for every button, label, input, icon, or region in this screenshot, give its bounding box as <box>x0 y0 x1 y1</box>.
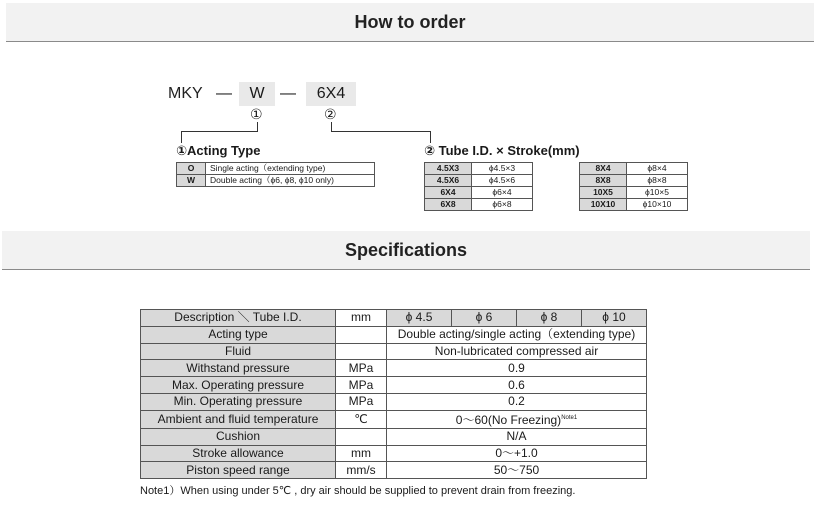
spec-value: 0.9 <box>387 360 647 377</box>
table-row <box>141 445 647 462</box>
stroke-value: ϕ4.5×3 <box>472 163 533 175</box>
table-row <box>177 163 375 175</box>
stroke-value: ϕ4.5×6 <box>472 175 533 187</box>
spec-value: 0.2 <box>387 393 647 410</box>
table-gap <box>533 187 580 199</box>
spec-label: Ambient and fluid temperature <box>141 410 336 428</box>
table-row <box>141 326 647 343</box>
table-row <box>141 410 647 428</box>
table-row <box>141 360 647 377</box>
stroke-code: 4.5X3 <box>425 163 472 175</box>
stroke-code: 8X8 <box>580 175 627 187</box>
acting-key: W <box>177 175 206 187</box>
spec-label: Acting type <box>141 326 336 343</box>
spec-unit: mm <box>336 445 387 462</box>
header-col: ϕ 10 <box>582 310 647 327</box>
spec-unit <box>336 343 387 360</box>
stroke-code: 4.5X6 <box>425 175 472 187</box>
tube-stroke-title: ② Tube I.D. × Stroke(mm) <box>424 143 580 158</box>
connector-line <box>181 131 258 132</box>
table-row <box>141 343 647 360</box>
spec-value: Non-lubricated compressed air <box>387 343 647 360</box>
stroke-value: ϕ8×4 <box>627 163 688 175</box>
marker-2: ② <box>324 106 337 122</box>
table-row <box>425 187 688 199</box>
header-col: ϕ 6 <box>452 310 517 327</box>
header-col: ϕ 8 <box>517 310 582 327</box>
stroke-value: ϕ8×8 <box>627 175 688 187</box>
spec-value <box>387 410 647 428</box>
stroke-value: ϕ6×8 <box>472 199 533 211</box>
spec-label: Cushion <box>141 428 336 445</box>
acting-desc: Single acting（extending type) <box>206 163 375 175</box>
code-prefix: MKY <box>168 85 203 102</box>
note-ref: Note1 <box>561 414 578 421</box>
spec-unit: MPa <box>336 393 387 410</box>
stroke-code: 6X8 <box>425 199 472 211</box>
table-gap <box>533 163 580 175</box>
spec-unit: mm/s <box>336 462 387 479</box>
stroke-code: 10X5 <box>580 187 627 199</box>
table-row <box>425 175 688 187</box>
footnote: Note1）When using under 5℃ , dry air should be supplied to prevent drain from freezing. <box>140 485 576 497</box>
spec-label: Fluid <box>141 343 336 360</box>
connector-line <box>430 131 431 143</box>
stroke-code: 6X4 <box>425 187 472 199</box>
spec-value: N/A <box>387 428 647 445</box>
spec-value-text: 0～60(No Freezing) <box>455 412 562 427</box>
spec-value: 50～750 <box>387 462 647 479</box>
table-gap <box>533 175 580 187</box>
table-row <box>177 175 375 187</box>
code-dash-1: — <box>216 85 232 102</box>
connector-line <box>331 131 431 132</box>
spec-label: Piston speed range <box>141 462 336 479</box>
stroke-code: 10X10 <box>580 199 627 211</box>
how-to-order-heading: How to order <box>6 3 814 42</box>
spec-unit: MPa <box>336 360 387 377</box>
acting-type-title: ①Acting Type <box>176 143 261 158</box>
header-label: Description ＼ Tube I.D. <box>141 310 336 327</box>
code-dash-2: — <box>280 85 296 102</box>
table-row <box>425 199 688 211</box>
acting-type-table <box>176 162 375 187</box>
spec-label: Max. Operating pressure <box>141 377 336 394</box>
table-row <box>425 163 688 175</box>
acting-key: O <box>177 163 206 175</box>
spec-value: 0.6 <box>387 377 647 394</box>
code-part-acting: W <box>239 82 275 106</box>
header-unit: mm <box>336 310 387 327</box>
spec-label: Withstand pressure <box>141 360 336 377</box>
tube-stroke-table <box>424 162 688 211</box>
specifications-heading: Specifications <box>2 231 810 270</box>
stroke-value: ϕ6×4 <box>472 187 533 199</box>
spec-value: Double acting/single acting（extending type) <box>387 326 647 343</box>
table-row <box>141 462 647 479</box>
spec-unit: MPa <box>336 377 387 394</box>
marker-1: ① <box>250 106 263 122</box>
spec-unit <box>336 428 387 445</box>
header-col: ϕ 4.5 <box>387 310 452 327</box>
spec-label: Stroke allowance <box>141 445 336 462</box>
spec-unit: ℃ <box>336 410 387 428</box>
stroke-code: 8X4 <box>580 163 627 175</box>
table-row <box>141 393 647 410</box>
table-row <box>141 428 647 445</box>
spec-label: Min. Operating pressure <box>141 393 336 410</box>
stroke-value: ϕ10×5 <box>627 187 688 199</box>
table-row <box>141 377 647 394</box>
stroke-value: ϕ10×10 <box>627 199 688 211</box>
table-header-row <box>141 310 647 327</box>
acting-desc: Double acting（ϕ6, ϕ8, ϕ10 only) <box>206 175 375 187</box>
spec-value: 0～+1.0 <box>387 445 647 462</box>
code-part-stroke: 6X4 <box>306 82 356 106</box>
spec-unit <box>336 326 387 343</box>
table-gap <box>533 199 580 211</box>
connector-line <box>181 131 182 143</box>
specifications-table <box>140 309 647 479</box>
